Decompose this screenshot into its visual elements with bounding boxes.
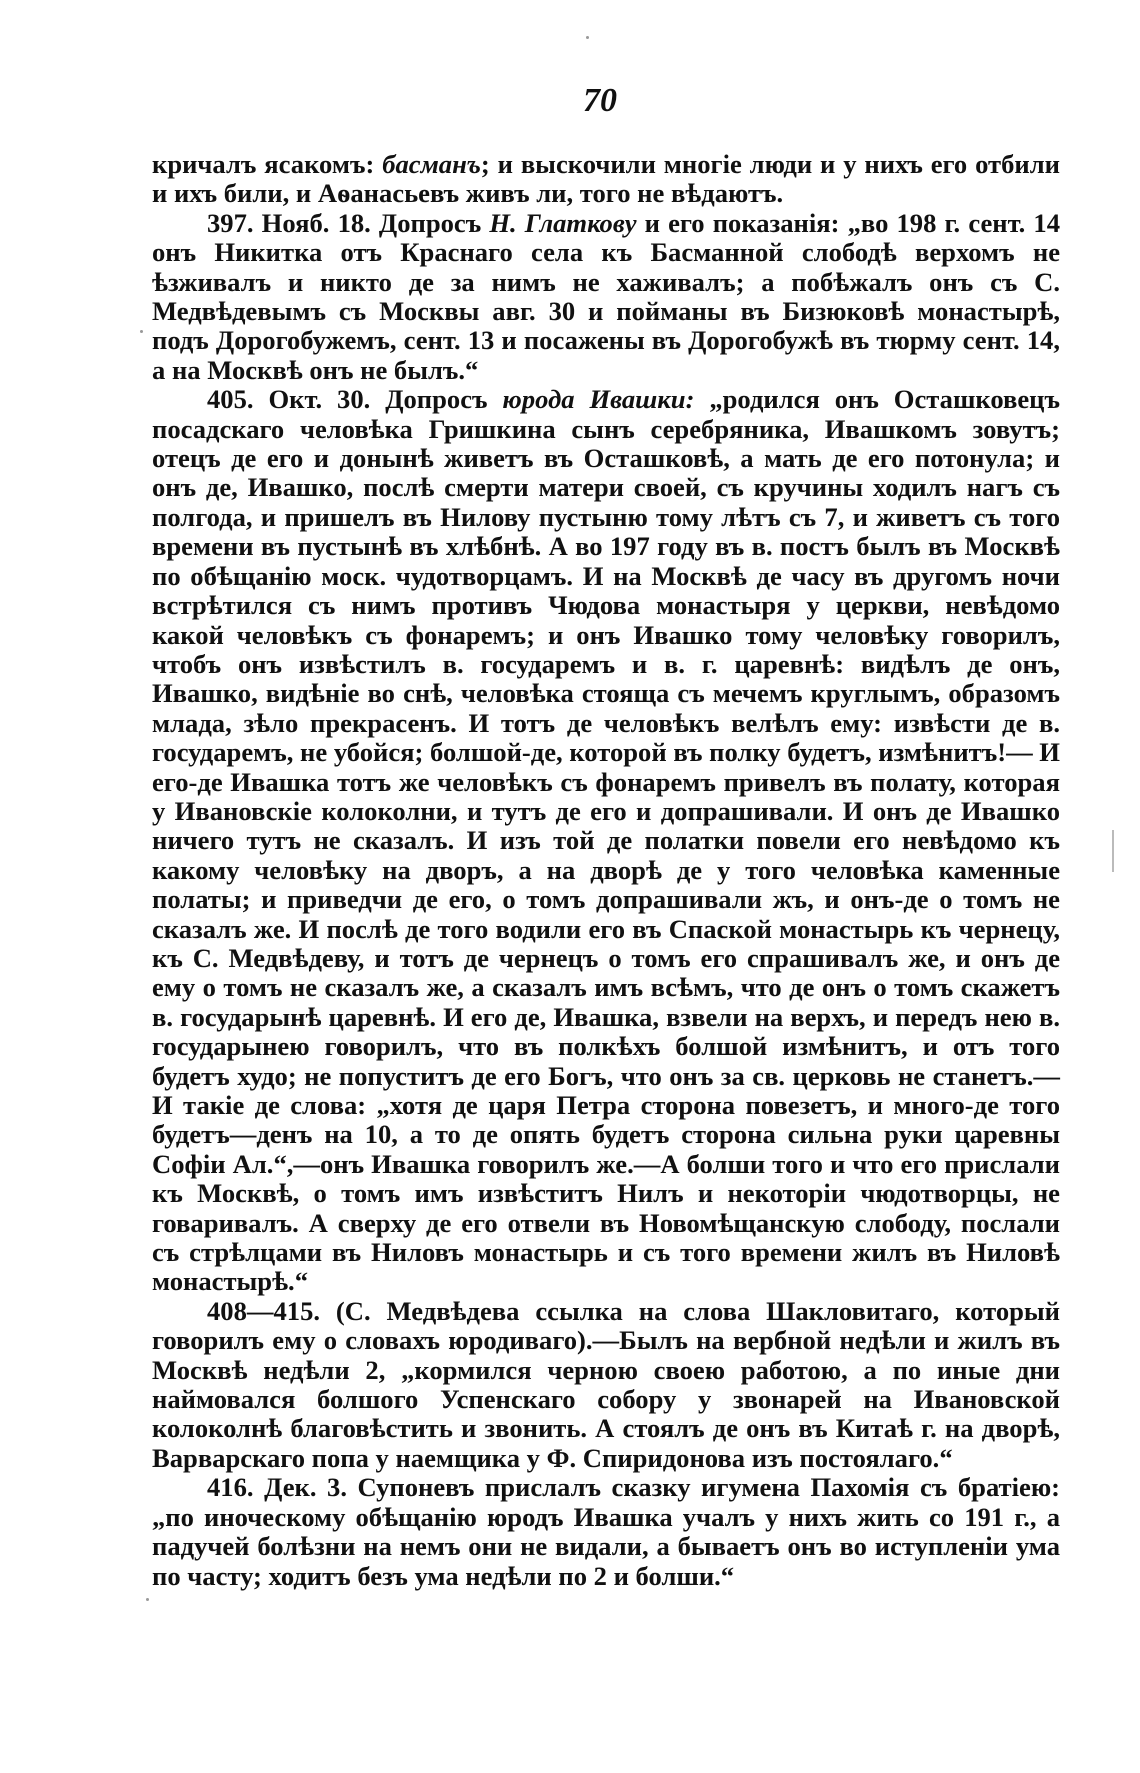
italic-name: юрода Ивашки:: [502, 384, 695, 415]
text-segment: 408—415. (С. Медвѣдева ссылка на слова Шакловитаго, который говорилъ ему о словахъ юродиваго).—Былъ на вербной недѣли и жилъ въ Москвѣ недѣли 2, „кормился черною своею работою, а по иные дни наймовался болшого Успенскаго собору у звонарей на Ивановской колоколнѣ благовѣстить и звонить. А стоялъ де онъ въ Китаѣ г. на дворѣ, Варварскаго попа у наемщика у Ф. Спиридонова изъ постоялаго.“: [152, 1295, 1060, 1473]
text-segment: „родился онъ Осташковецъ посадскаго человѣка Гришкина сынъ серебряника, Ивашкомъ зовутъ; отецъ де его и донынѣ живетъ въ Осташковѣ, а мать де его потонула; и онъ де, Ивашко, послѣ смерти матери своей, съ кручины ходилъ нагъ съ полгода, и пришелъ въ Нилову пустыню тому лѣтъ съ 7, и живетъ съ того времени въ пустынѣ въ хлѣбнѣ. А во 197 году въ в. постъ былъ въ Москвѣ по обѣщанію моск. чудотворцамъ. И на Москвѣ де часу въ другомъ ночи встрѣтился съ нимъ противъ Чюдова монастыря у церкви, невѣдомо какой человѣкъ съ фонаремъ; и онъ Ивашко тому человѣку говорилъ, чтобъ онъ извѣстилъ в. государемъ и в. г. царевнѣ: видѣлъ де онъ, Ивашко, видѣніе во снѣ, человѣка стояща съ мечемъ круглымъ, образомъ млада, зѣло прекрасенъ. И тотъ де человѣкъ велѣлъ ему: извѣсти де в. государемъ, не убойся; болшой-де, которой въ полку будетъ, измѣнитъ!— И его-де Ивашка тотъ же человѣкъ съ фонаремъ привелъ въ полату, которая у Ивановскіе колоколни, и тутъ де его и допрашивали. И онъ де Ивашко ничего тутъ не сказалъ. И изъ той де полатки повели его невѣдомо къ какому человѣку на дворъ, а на дворѣ де у того человѣка каменные полаты; и приведчи де его, о томъ допрашивали жъ, и онъ-де о томъ не сказалъ же. И послѣ де того водили его въ Спаской монастырь къ чернецу, къ С. Медвѣдеву, и тотъ де чернецъ о томъ его спрашивалъ же, и онъ де ему о томъ не сказалъ же, а сказалъ имъ всѣмъ, что де онъ о томъ скажетъ в. государынѣ царевнѣ. И его де, Ивашка, взвели на верхъ, и передъ нею в. государынею говорилъ, что въ полкѣхъ болшой измѣнитъ, и отъ того будетъ худо; не попуститъ де его Богъ, что онъ за св. церковь не станетъ.—И такіе де слова: „хотя де царя Петра сторона повезетъ, и много-де того будетъ—денъ на 10, а то де опять будетъ сторона сильна руки царевны Софіи Ал.“,—онъ Ивашка говорилъ же.—А болши того и что его прислали къ Москвѣ, о томъ имъ извѣститъ Нилъ и некоторіи чюдотворцы, не говаривалъ. А сверху де его отвели въ Новомѣщанскую слободу, послали съ стрѣлцами въ Ниловъ монастырь и съ того времени жилъ въ Ниловѣ монастырѣ.“: [152, 384, 1060, 1297]
italic-name: Н. Глатковy: [489, 207, 637, 238]
paragraph-continuation: [152, 150, 1060, 209]
scan-speck: [146, 1598, 149, 1601]
paragraph-entry-408-415: [152, 1297, 1060, 1473]
text-segment: ; и выскочили многіе люди и у нихъ его отбили и ихъ били, и Аѳанасьевъ живъ ли, того не вѣдаютъ.: [152, 149, 1060, 209]
scan-speck: [140, 330, 143, 333]
text-segment: и его показанія: „во 198 г. сент. 14 онъ Никитка отъ Краснаго села къ Басманной слободѣ верхомъ не ѣзживалъ и никто де за нимъ не хаживалъ; а побѣжалъ онъ съ С. Медвѣдевымъ съ Москвы авг. 30 и пойманы въ Бизюковѣ монастырѣ, подъ Дорогобужемъ, сент. 13 и посажены въ Дорогобужѣ въ тюрму сент. 14, а на Москвѣ онъ не былъ.“: [152, 207, 1060, 385]
body-text: [152, 150, 1060, 1640]
page-number: 70: [583, 82, 617, 119]
text-segment: кричалъ ясакомъ:: [152, 149, 383, 179]
paragraph-entry-416: [152, 1473, 1060, 1591]
paragraph-entry-405: [152, 385, 1060, 1297]
text-segment: 416. Дек. 3. Супоневъ прислалъ сказку игумена Пахомія съ братіею: „по иноческому обѣщанію юродъ Ивашка учалъ у нихъ жить со 191 г., а падучей болѣзни на немъ они не видали, а бываетъ онъ во иступленіи ума по часту; ходитъ безъ ума недѣли по 2 и болши.“: [152, 1472, 1060, 1591]
paragraph-entry-397: [152, 209, 1060, 385]
text-segment: 397. Нояб. 18. Допросъ: [207, 207, 490, 238]
text-segment: 405. Окт. 30. Допросъ: [207, 384, 503, 415]
italic-term: басманъ: [382, 149, 481, 179]
margin-scan-mark: [1112, 830, 1114, 872]
scan-speck: [586, 36, 589, 39]
